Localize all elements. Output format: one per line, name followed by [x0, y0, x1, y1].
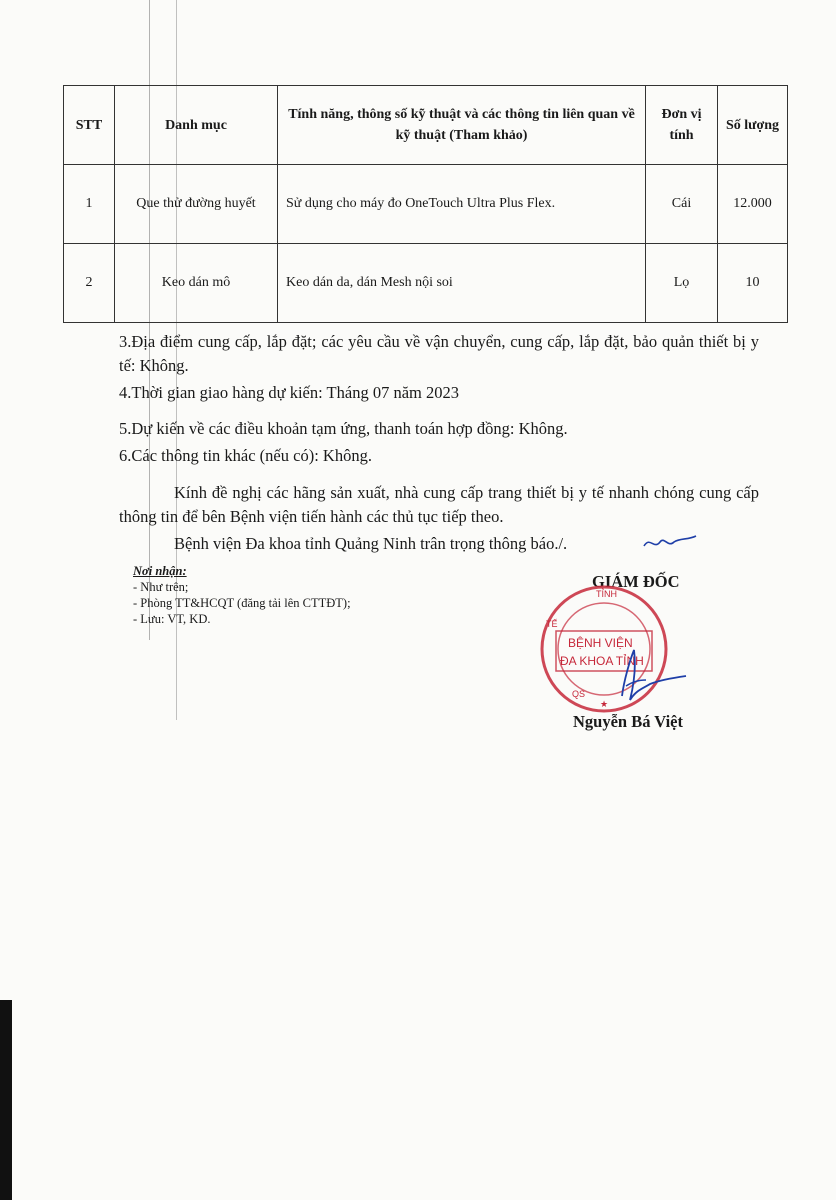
paragraph-delivery-time: 4.Thời gian giao hàng dự kiến: Tháng 07 năm 2023 — [119, 383, 459, 402]
stamp-bottom-text: QS — [572, 689, 586, 699]
stamp-top-text: TỈNH — [596, 589, 617, 599]
paragraph-payment-terms: 5.Dự kiến về các điều khoản tạm ứng, thanh toán hợp đồng: Không. — [119, 419, 568, 438]
cell-unit: Lọ — [646, 244, 718, 323]
table-row — [64, 165, 788, 244]
table-row — [64, 244, 788, 323]
table-header-row — [64, 86, 788, 165]
handwritten-signature-icon — [600, 640, 690, 710]
stamp-line-1: BỆNH VIỆN — [568, 636, 633, 650]
signer-name: Nguyễn Bá Việt — [573, 712, 684, 731]
cell-item: Keo dán mô — [115, 244, 278, 323]
stamp-left-text: TẾ — [546, 619, 558, 629]
scan-edge-artifact — [0, 1000, 12, 1200]
cell-spec: Keo dán da, dán Mesh nội soi — [278, 244, 646, 323]
recipients-block — [133, 563, 351, 627]
cell-stt: 1 — [64, 165, 115, 244]
stamp-line-2: ĐA KHOA TỈNH — [560, 654, 644, 668]
cell-stt: 2 — [64, 244, 115, 323]
cell-qty: 10 — [718, 244, 788, 323]
header-unit: Đơn vị tính — [646, 86, 718, 165]
header-stt: STT — [64, 86, 115, 165]
header-qty: Số lượng — [718, 86, 788, 165]
cell-item: Que thử đường huyết — [115, 165, 278, 244]
cell-qty: 12.000 — [718, 165, 788, 244]
recipient-item: - Phòng TT&HCQT (đăng tải lên CTTĐT); — [133, 596, 351, 610]
svg-text:★: ★ — [600, 699, 609, 709]
paragraph-request: Kính đề nghị các hãng sản xuất, nhà cung cấp trang thiết bị y tế nhanh chóng cung cấp thông tin để bên Bệnh viện tiến hành các thủ tục tiếp theo. — [119, 483, 759, 526]
recipient-item: - Như trên; — [133, 580, 189, 594]
paragraph-other-info: 6.Các thông tin khác (nếu có): Không. — [119, 446, 372, 465]
header-item: Danh mục — [115, 86, 278, 165]
cell-unit: Cái — [646, 165, 718, 244]
paragraph-closing: Bệnh viện Đa khoa tỉnh Quảng Ninh trân trọng thông báo./. — [174, 534, 568, 553]
cell-spec: Sử dụng cho máy đo OneTouch Ultra Plus Flex. — [278, 165, 646, 244]
signer-position: GIÁM ĐỐC — [592, 572, 680, 591]
initial-mark-icon — [640, 530, 700, 554]
header-spec: Tính năng, thông số kỹ thuật và các thông tin liên quan về kỹ thuật (Tham khảo) — [278, 86, 646, 165]
items-table — [63, 85, 788, 323]
recipients-title: Nơi nhận: — [133, 564, 187, 578]
paragraph-delivery-location: 3.Địa điểm cung cấp, lắp đặt; các yêu cầu về vận chuyển, cung cấp, lắp đặt, bảo quản thiết bị y tế: Không. — [119, 332, 759, 375]
recipient-item: - Lưu: VT, KD. — [133, 612, 211, 626]
